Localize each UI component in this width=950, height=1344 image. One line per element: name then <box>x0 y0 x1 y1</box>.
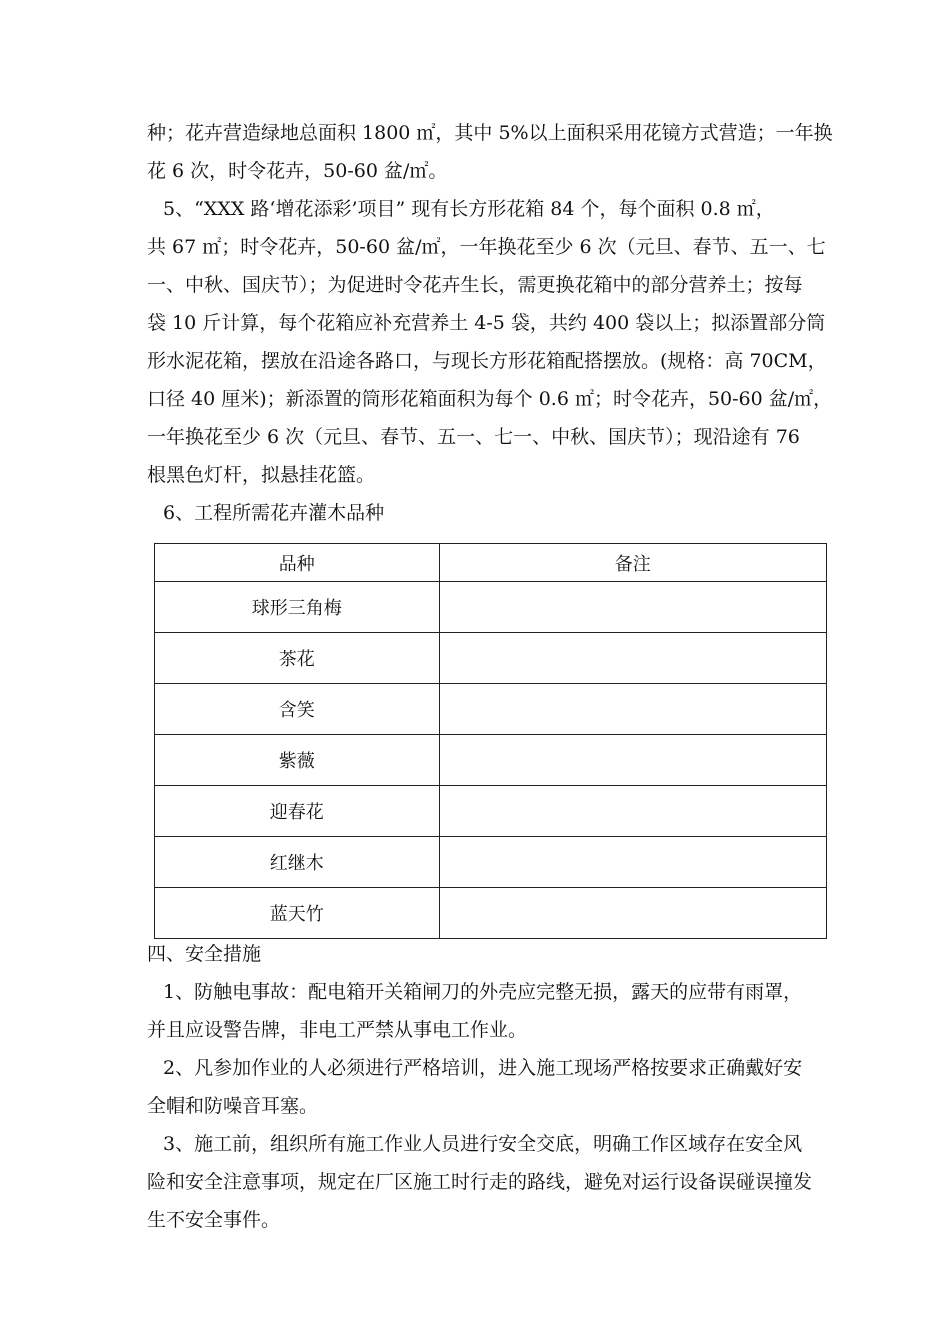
table-header-row <box>155 544 827 582</box>
document-upper <box>147 114 833 532</box>
column-header-variety: 品种 <box>155 544 440 582</box>
text-line: 一、中秋、国庆节）；为促进时令花卉生长，需更换花箱中的部分营养土；按每 <box>147 274 803 296</box>
variety-cell: 蓝天竹 <box>155 888 440 939</box>
variety-cell: 紫薇 <box>155 735 440 786</box>
note-cell <box>439 684 826 735</box>
text-line: 袋 10 斤计算，每个花箱应补充营养土 4-5 袋，共约 400 袋以上；拟添置部分筒 <box>147 312 826 334</box>
item-5-paragraph <box>147 190 833 494</box>
safety-item-1 <box>147 973 809 1049</box>
safety-item-2 <box>147 1049 809 1125</box>
variety-cell: 含笑 <box>155 684 440 735</box>
variety-cell: 红继木 <box>155 837 440 888</box>
safety-item-3 <box>147 1125 813 1239</box>
item-6-heading: 6、工程所需花卉灌木品种 <box>163 502 385 524</box>
text-line: 险和安全注意事项，规定在厂区施工时行走的路线，避免对运行设备误碰误撞发 <box>147 1171 813 1193</box>
text-line: 共 67 ㎡；时令花卉，50-60 盆/㎡，一年换花至少 6 次（元旦、春节、五一、七 <box>147 236 826 258</box>
text-line: 全帽和防噪音耳塞。 <box>147 1095 319 1117</box>
variety-cell: 迎春花 <box>155 786 440 837</box>
text-line: 一年换花至少 6 次（元旦、春节、五一、七一、中秋、国庆节）；现沿途有 76 <box>147 426 800 448</box>
table-row <box>155 633 827 684</box>
note-cell <box>439 582 826 633</box>
text-line: 2、凡参加作业的人必须进行严格培训，进入施工现场严格按要求正确戴好安 <box>163 1057 803 1079</box>
table-row <box>155 582 827 633</box>
column-header-note: 备注 <box>439 544 826 582</box>
text-line: 1、防触电事故：配电箱开关箱闸刀的外壳应完整无损，露天的应带有雨罩， <box>163 981 803 1003</box>
text-line: 花 6 次，时令花卉，50-60 盆/㎡。 <box>147 160 448 182</box>
note-cell <box>439 735 826 786</box>
text-line: 形水泥花箱，摆放在沿途各路口，与现长方形花箱配搭摆放。(规格：高 70CM， <box>147 350 827 372</box>
table-row <box>155 888 827 939</box>
variety-cell: 茶花 <box>155 633 440 684</box>
text-line: 种；花卉营造绿地总面积 1800 ㎡，其中 5%以上面积采用花镜方式营造；一年换 <box>147 122 833 144</box>
text-line: 口径 40 厘米)；新添置的筒形花箱面积为每个 0.6 ㎡；时令花卉，50-60 盆/㎡， <box>147 388 833 410</box>
text-line: 生不安全事件。 <box>147 1209 281 1231</box>
species-table <box>154 543 827 939</box>
note-cell <box>439 837 826 888</box>
text-line: 5、“XXX 路‘增花添彩’项目” 现有长方形花箱 84 个，每个面积 0.8 ㎡， <box>163 198 775 220</box>
note-cell <box>439 633 826 684</box>
note-cell <box>439 786 826 837</box>
text-line: 3、施工前，组织所有施工作业人员进行安全交底，明确工作区域存在安全风 <box>163 1133 803 1155</box>
variety-cell: 球形三角梅 <box>155 582 440 633</box>
table-row <box>155 735 827 786</box>
intro-paragraph <box>147 114 833 190</box>
table-row <box>155 837 827 888</box>
table-row <box>155 786 827 837</box>
note-cell <box>439 888 826 939</box>
table-row <box>155 684 827 735</box>
document-lower <box>147 935 813 1239</box>
text-line: 并且应设警告牌，非电工严禁从事电工作业。 <box>147 1019 528 1041</box>
section-4-title: 四、安全措施 <box>147 943 262 965</box>
text-line: 根黑色灯杆，拟悬挂花篮。 <box>147 464 376 486</box>
